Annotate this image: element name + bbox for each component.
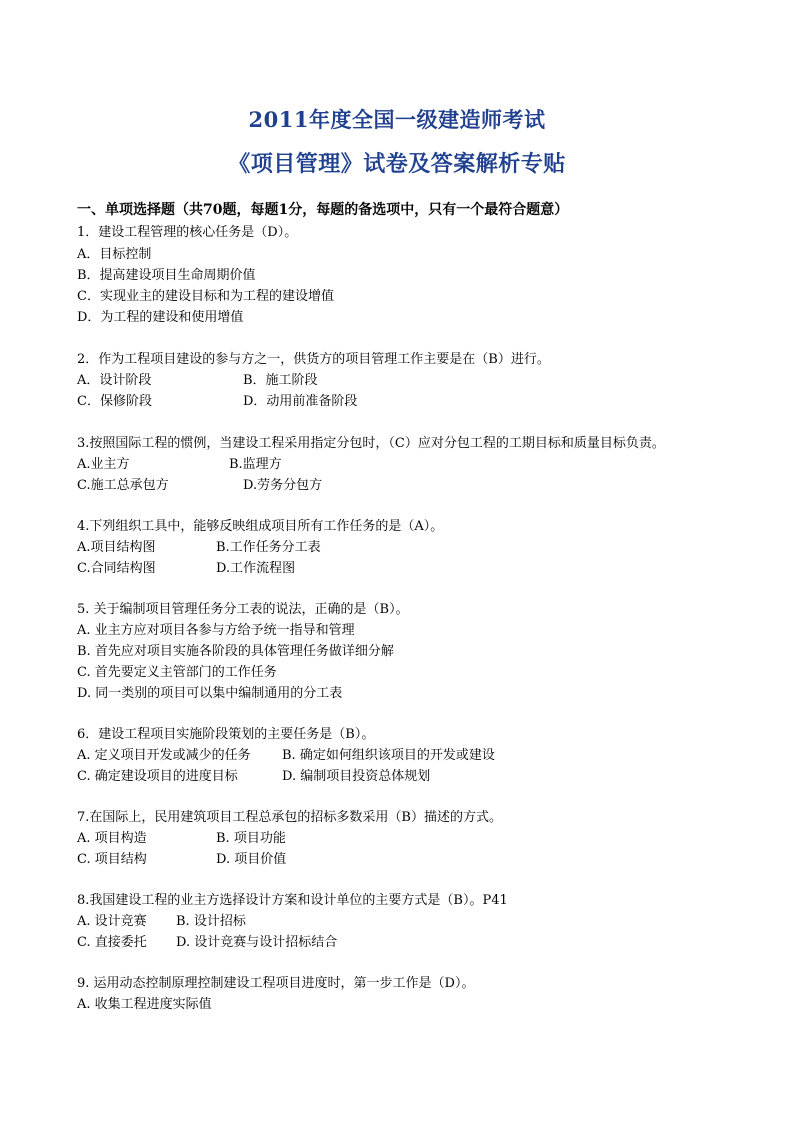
question-8-option-b: B. 设计招标 (176, 914, 246, 929)
question-4-option-b: B.工作任务分工表 (216, 540, 321, 555)
question-6-option-d: D. 编制项目投资总体规划 (282, 769, 431, 784)
question-8-stem: 8.我国建设工程的业主方选择设计方案和设计单位的主要方式是（B）。P41 (77, 893, 508, 908)
question-2-option-b: B．施工阶段 (243, 373, 318, 388)
question-5-option-c: C. 首先要定义主管部门的工作任务 (77, 665, 277, 680)
question-7-option-b: B. 项目功能 (216, 831, 286, 846)
question-3-option-b: B.监理方 (229, 457, 282, 472)
question-2-option-a: A．设计阶段 (77, 373, 152, 388)
question-8-option-a: A. 设计竞赛 (77, 914, 147, 929)
question-2-option-d: D．动用前准备阶段 (243, 394, 358, 409)
question-4-option-d: D.工作流程图 (216, 561, 296, 576)
question-7-option-c: C. 项目结构 (77, 852, 147, 867)
question-5-option-a: A. 业主方应对项目各参与方给予统一指导和管理 (77, 623, 355, 638)
question-9-stem: 9. 运用动态控制原理控制建设工程项目进度时，第一步工作是（D）。 (77, 976, 475, 991)
question-6-stem: 6．建设工程项目实施阶段策划的主要任务是（B）。 (77, 727, 375, 742)
question-1-option-d: D．为工程的建设和使用增值 (77, 310, 244, 325)
document-subtitle: 《项目管理》试卷及答案解析专贴 (228, 151, 566, 177)
question-3-option-a: A.业主方 (77, 457, 130, 472)
question-6-option-a: A. 定义项目开发或减少的任务 (77, 748, 251, 763)
question-5-stem: 5. 关于编制项目管理任务分工表的说法，正确的是（B）。 (77, 602, 409, 617)
question-6-option-c: C. 确定建设项目的进度目标 (77, 769, 238, 784)
question-3-option-c: C.施工总承包方 (77, 478, 169, 493)
question-9-option-a: A. 收集工程进度实际值 (77, 997, 212, 1012)
question-7-option-d: D. 项目价值 (216, 852, 287, 867)
document-title: 2011年度全国一级建造师考试 (248, 107, 546, 132)
question-4-option-a: A.项目结构图 (77, 540, 156, 555)
question-1-option-a: A．目标控制 (77, 247, 152, 262)
question-7-stem: 7.在国际上，民用建筑项目工程总承包的招标多数采用（B）描述的方式。 (77, 810, 502, 825)
question-6-option-b: B. 确定如何组织该项目的开发或建设 (282, 748, 495, 763)
question-2-stem: 2．作为工程项目建设的参与方之一，供货方的项目管理工作主要是在（B）进行。 (77, 352, 550, 367)
question-1-option-b: B．提高建设项目生命周期价值 (77, 268, 256, 283)
question-7-option-a: A. 项目构造 (77, 831, 147, 846)
question-8-option-c: C. 直接委托 (77, 935, 147, 950)
question-1-option-c: C．实现业主的建设目标和为工程的建设增值 (77, 289, 334, 304)
question-4-option-c: C.合同结构图 (77, 561, 156, 576)
question-4-stem: 4.下列组织工具中，能够反映组成项目所有工作任务的是（A）。 (77, 519, 444, 534)
question-8-option-d: D. 设计竞赛与设计招标结合 (176, 935, 338, 950)
question-3-stem: 3.按照国际工程的惯例，当建设工程采用指定分包时，（C）应对分包工程的工期目标和质量目标负责。 (77, 436, 665, 451)
section-heading: 一、单项选择题（共70题，每题1分，每题的备选项中，只有一个最符合题意） (77, 202, 569, 218)
question-1-stem: 1．建设工程管理的核心任务是（D）。 (77, 225, 298, 240)
question-3-option-d: D.劳务分包方 (243, 478, 323, 493)
question-2-option-c: C．保修阶段 (77, 394, 152, 409)
question-5-option-d: D. 同一类别的项目可以集中编制通用的分工表 (77, 686, 343, 701)
question-5-option-b: B. 首先应对项目实施各阶段的具体管理任务做详细分解 (77, 644, 394, 659)
